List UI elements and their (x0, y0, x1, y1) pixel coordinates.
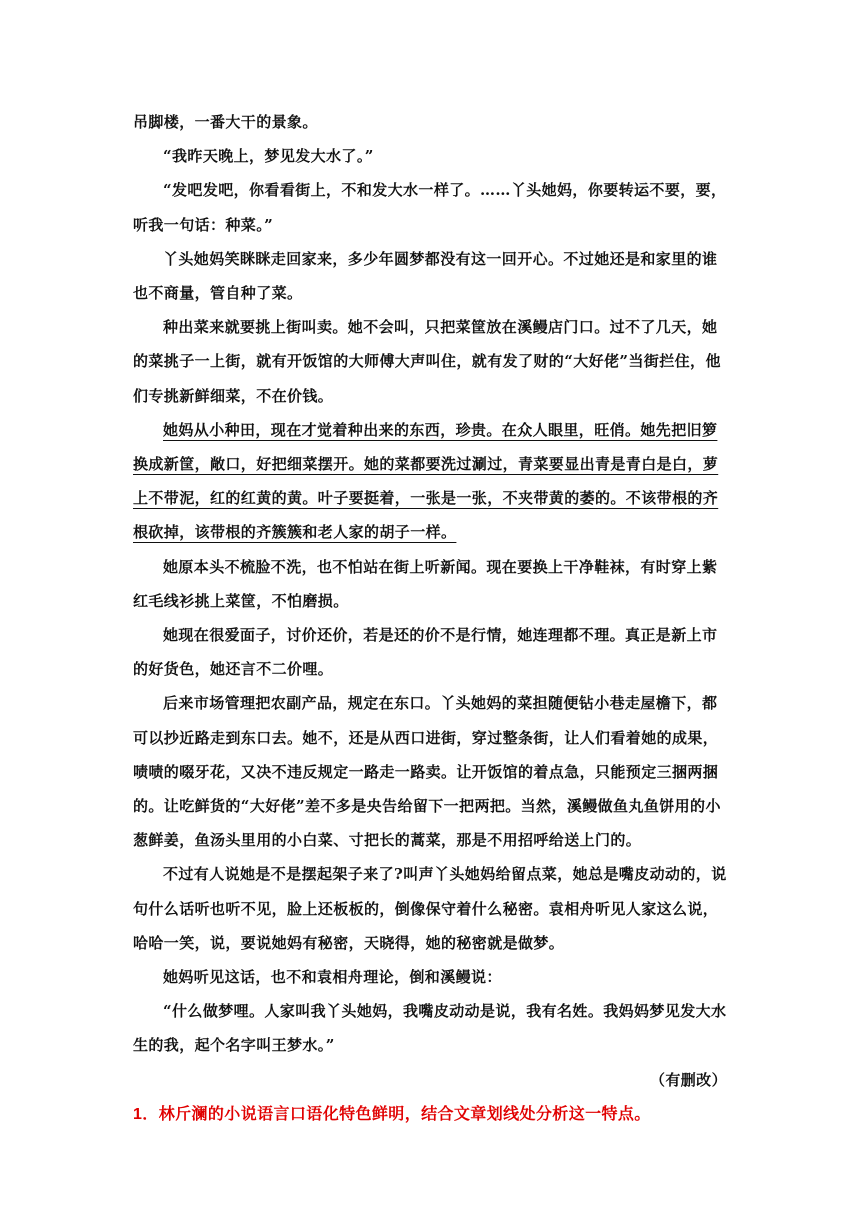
paragraph: 不过有人说她是不是摆起架子来了?叫声丫头她妈给留点菜，她总是嘴皮动动的，说句什么话听也听不见，脸上还板板的，倒像保守着什么秘密。袁相舟听见人家这么说，哈哈一笑，说，要说她妈有秘密，天晓得，她的秘密就是做梦。 (133, 865, 727, 952)
underlined-passage: 她妈从小种田，现在才觉着种出来的东西，珍贵。在众人眼里，旺俏。她先把旧箩换成新筐，敞口，好把细菜摆开。她的菜都要洗过涮过，青菜要显出青是青白是白，萝上不带泥，红的红黄的黄。叶子要挺着，一张是一张，不夹带黄的萎的。不该带根的齐根砍掉，该带根的齐簇簇和老人家的胡子一样。 (133, 420, 719, 542)
paragraph: 她现在很爱面子，讨价还价，若是还的价不是行情，她连理都不理。真正是新上市的好货色，她还言不二价哩。 (133, 626, 718, 679)
paragraph: 种出菜来就要挑上街叫卖。她不会叫，只把菜筐放在溪鳗店门口。过不了几天，她的菜挑子一上街，就有开饭馆的大师傅大声叫住，就有发了财的“大好佬”当街拦住，他们专挑新鲜细菜，不在价钱。 (133, 318, 721, 405)
paragraph: “什么做梦哩。人家叫我丫头她妈，我嘴皮动动是说，我有名姓。我妈妈梦见发大水生的我，起个名字叫王梦水。” (133, 1002, 727, 1055)
underlined-paragraph (133, 413, 729, 550)
source-note: （有删改） (649, 1070, 727, 1089)
paragraph: 她妈听见这话，也不和袁相舟理论，倒和溪鳗说： (163, 968, 502, 987)
paragraph: 后来市场管理把农副产品，规定在东口。丫头她妈的菜担随便钻小巷走屋檐下，都可以抄近路走到东口去。她不，还是从西口进街，穿过整条街，让人们看着她的成果，啧啧的啜牙花，又决不违反规定一路走一路卖。让开饭馆的着点急，只能预定三捆两捆的。让吃鲜货的“大好佬”差不多是央告给留下一把两把。当然，溪鳗做鱼丸鱼饼用的小葱鲜姜，鱼汤头里用的小白菜、寸把长的蒿菜，那是不用招呼给送上门的。 (133, 694, 721, 850)
paragraph: 吊脚楼，一番大干的景象。 (133, 113, 318, 131)
story-text (133, 105, 729, 1133)
paragraph: 她原本头不梳脸不洗，也不怕站在街上听新闻。现在要换上干净鞋袜，有时穿上紫红毛线衫挑上菜筐，不怕磨损。 (133, 557, 718, 610)
paragraph: 丫头她妈笑眯眯走回家来，多少年圆梦都没有这一回开心。不过她还是和家里的谁也不商量，管自种了菜。 (133, 249, 718, 303)
question-1: 1．林斤澜的小说语言口语化特色鲜明，结合文章划线处分析这一特点。 (133, 1105, 651, 1123)
paragraph: “我昨天晚上，梦见发大水了。” (163, 147, 374, 166)
paragraph: “发吧发吧，你看看街上，不和发大水一样了。……丫头她妈，你要转运不要，要，听我一句话：种菜。” (133, 181, 727, 234)
